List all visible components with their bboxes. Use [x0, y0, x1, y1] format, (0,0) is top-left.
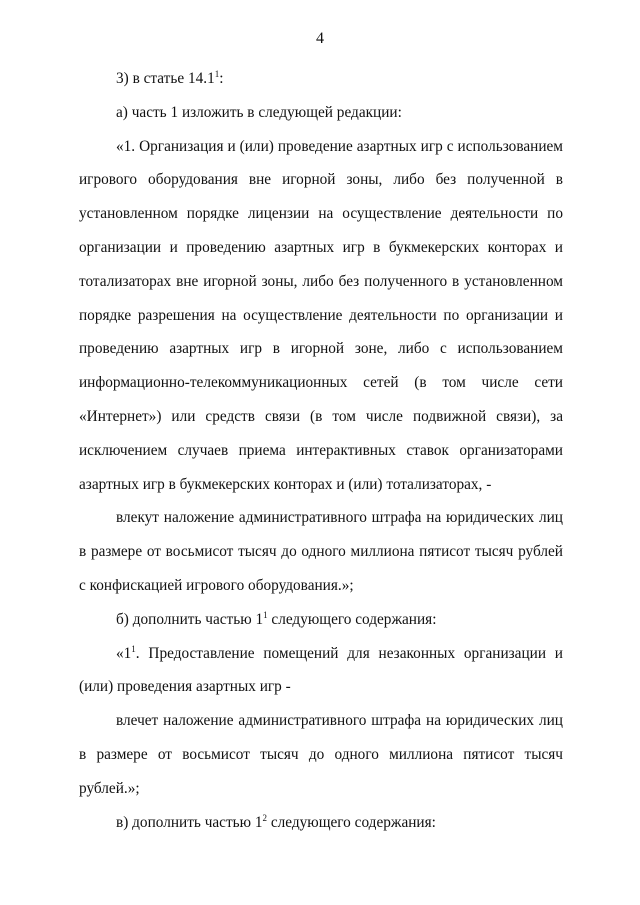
- part-1-1-penalty: влечет наложение административного штрафа на юридических лиц в размере от восьмисот тысяч до одного миллиона пятисот тысяч рублей.»;: [79, 712, 563, 797]
- part-1-1-superscript: 1: [131, 643, 136, 654]
- item-v-heading: [79, 806, 563, 840]
- item-b-superscript: 1: [263, 609, 268, 620]
- item-b-heading: [79, 603, 563, 637]
- item-3-text: 3) в статье 14.1: [116, 70, 215, 87]
- part-1-1-text: [79, 637, 563, 705]
- item-v-superscript: 2: [262, 812, 268, 823]
- item-3-heading: [79, 62, 563, 96]
- part-1-penalty: влекут наложение административного штрафа на юридических лиц в размере от восьмисот тысяч до одного миллиона пятисот тысяч рублей с конфискацией игрового оборудования.»;: [79, 509, 563, 594]
- item-a-heading: а) часть 1 изложить в следующей редакции:: [116, 103, 402, 121]
- item-b-text: б) дополнить частью 1: [116, 610, 264, 628]
- part-1-text: «1. Организация и (или) проведение азартных игр с использованием игрового оборудования вне игорной зоны, либо без полученной в установленном порядке лицензии на осуществление деятельности по организации и проведению азартных игр в букмекерских конторах и тотализаторах вне игорной зоны, либо без полученного в установленном порядке разрешения на осуществление деятельности по организации и проведению азартных игр в игорной зоне, либо с использованием информационно-телекоммуникационных сетей (в том числе сети «Интернет») или средств связи (в том числе подвижной связи), за исключением случаев приема интерактивных ставок организаторами азартных игр в букмекерских конторах и (или) тотализаторах, -: [79, 137, 563, 493]
- part-1-1-body: . Предоставление помещений для незаконных организации и (или) проведения азартных игр -: [79, 644, 563, 696]
- item-3-superscript: 1: [214, 68, 220, 79]
- item-v-tail: следующего содержания:: [267, 813, 436, 831]
- part-1-1-number: «1: [116, 644, 132, 662]
- document-body: [79, 62, 563, 839]
- item-b-tail: следующего содержания:: [267, 610, 437, 628]
- item-v-text: в) дополнить частью 1: [116, 813, 263, 831]
- page-number: 4: [316, 30, 324, 47]
- item-3-colon: :: [219, 70, 224, 87]
